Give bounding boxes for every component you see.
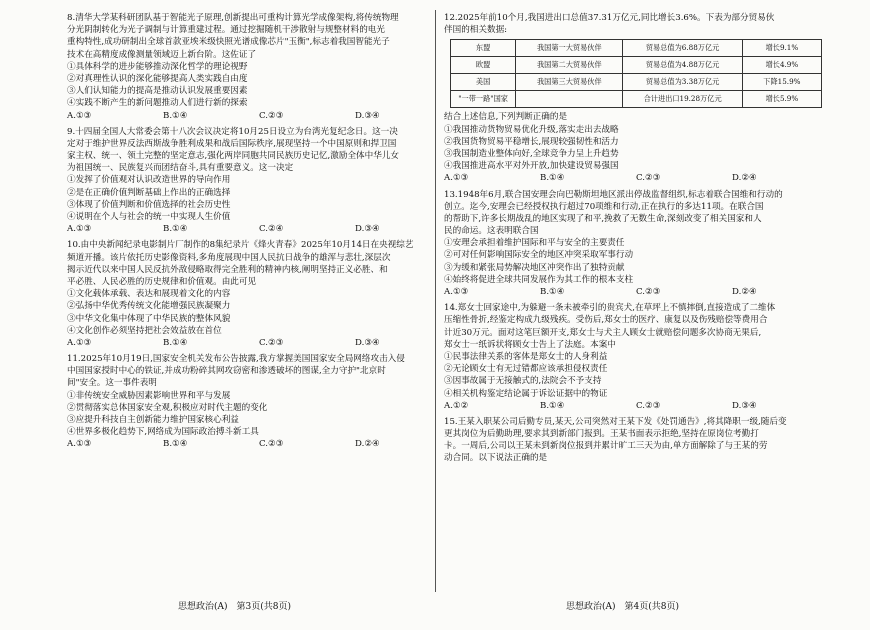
text-line: ④说明在个人与社会的统一中实现人生价值 [67, 212, 231, 222]
table-cell: 贸易总值为4.88万亿元 [623, 57, 742, 74]
option-d: D.③④ [732, 400, 757, 411]
text-line: 8.清华大学某科研团队基于智能光子原理,创新提出可重构计算光学成像架构,将传统物理 [67, 13, 399, 23]
table-cell: 下降15.9% [742, 74, 821, 91]
question-10-options [67, 337, 451, 349]
question-11-options [67, 438, 451, 450]
question-13-text [444, 189, 828, 287]
question-12-intro [444, 12, 828, 36]
table-row [451, 57, 822, 74]
page-footer-right: 思想政治(A) 第4页(共8页) [566, 602, 679, 612]
trade-partner-table [450, 39, 822, 108]
option-d: D.②④ [732, 287, 757, 297]
column-divider [435, 10, 436, 592]
table-cell: "一带一路"国家 [451, 91, 516, 108]
option-c: C.②④ [259, 224, 284, 235]
question-12-text [444, 111, 828, 172]
option-d: D.②④ [355, 439, 380, 450]
text-line: 为祖国统一、民族复兴而团结奋斗,具有重要意义。这一决定 [67, 163, 294, 174]
text-line: 创立。迄今,安理会已经授权执行超过70项维和行动,正在执行的多达11项。在联合国 [444, 201, 764, 212]
text-line: ④相关机构鉴定结论属于诉讼证据中的物证 [444, 388, 608, 399]
table-cell: 我国第三大贸易伙伴 [516, 74, 623, 91]
question-8 [67, 12, 451, 122]
option-d: D.③④ [355, 110, 380, 121]
text-line: 揭示近代以来中国人民反抗外敌侵略取得完全胜利的精神内核,阐明坚持正义必胜、和 [67, 264, 388, 275]
text-line: 12.2025年前10个月,我国进出口总值37.31万亿元,同比增长3.6%。下表为部分贸易伙 [444, 13, 775, 23]
option-b: B.①④ [163, 110, 188, 121]
text-line: ③中华文化集中体现了中华民族的整体风貌 [67, 313, 231, 324]
option-d: D.②④ [732, 173, 757, 184]
text-line: ②对真理性认识的深化能够提高人类实践自由度 [67, 73, 248, 84]
text-line: 更其岗位为后勤助理,要求其到新部门报到。王某书面表示拒绝,坚持在原岗位考勤打 [444, 429, 759, 440]
left-column [67, 12, 451, 451]
text-line: ②无论顾女士有无过错都应该承担侵权责任 [444, 364, 608, 375]
question-13-options [444, 286, 828, 298]
option-c: C.②③ [259, 110, 284, 121]
text-line: ④我国推进高水平对外开放,加快建设贸易强国 [444, 161, 619, 172]
option-b: B.①④ [540, 287, 565, 297]
table-cell: 我国第一大贸易伙伴 [516, 40, 623, 57]
table-cell: 欧盟 [451, 57, 516, 74]
text-line: 的帮助下,许多长期战乱的地区实现了和平,挽救了无数生命,深刻改变了相关国家和人 [444, 213, 762, 224]
text-line: ②弘扬中华优秀传统文化能增强民族凝聚力 [67, 301, 231, 312]
table-row [451, 40, 822, 57]
text-line: ③人们认知能力的提高是推动认识发展重要因素 [67, 86, 248, 97]
question-8-text [67, 12, 451, 110]
text-line: ②我国货物贸易平稳增长,展现较强韧性和活力 [444, 136, 619, 147]
text-line: ③我国制造业整体向好,全球竞争力呈上升趋势 [444, 148, 619, 159]
text-line: ④世界多极化趋势下,网络成为国际政治搏斗新工具 [67, 427, 259, 438]
text-line: ①安理会承担着维护国际和平与安全的主要责任 [444, 238, 625, 249]
question-9 [67, 126, 451, 236]
text-line: 卡。一周后,公司以王某未到新岗位报到并累计旷工三天为由,单方面解除了与王某的劳 [444, 441, 768, 452]
question-14-options [444, 400, 828, 412]
text-line: 结合上述信息,下列判断正确的是 [444, 112, 568, 123]
option-a: A.①③ [444, 287, 469, 297]
option-b: B.①④ [163, 337, 188, 348]
text-line: 郑女士一纸诉状将顾女士告上了法庭。本案中 [444, 339, 616, 350]
option-a: A.①③ [67, 337, 92, 348]
text-line: 间"安全。这一事件表明 [67, 378, 157, 389]
text-line: ④文化创作必须坚持把社会效益放在首位 [67, 325, 222, 336]
option-a: A.①③ [67, 110, 92, 121]
table-cell: 增长9.1% [742, 40, 821, 57]
table-cell: 合计进出口19.28万亿元 [623, 91, 742, 108]
text-line: ③因事故属于无接触式的,法院会不予支持 [444, 376, 602, 387]
text-line: ①发挥了价值观对认识改造世界的导向作用 [67, 175, 231, 186]
question-14 [444, 302, 828, 412]
text-line: ②可对任何影响国际安全的地区冲突采取军事行动 [444, 250, 634, 261]
option-a: A.①③ [67, 439, 92, 450]
text-line: 重构特性,成功研制出全球首款亚埃米级快照光谱成像芯片"玉衡",标志着我国智能光子 [67, 37, 390, 48]
option-d: D.③④ [355, 337, 380, 348]
question-13 [444, 189, 828, 299]
table-cell: 增长4.9% [742, 57, 821, 74]
option-c: C.②③ [259, 337, 284, 348]
table-cell: 增长5.9% [742, 91, 821, 108]
question-9-options [67, 223, 451, 235]
text-line: ①具体科学的进步能够推动深化哲学的理论视野 [67, 61, 248, 72]
option-b: B.①④ [163, 224, 188, 235]
option-c: C.②③ [636, 400, 661, 411]
table-cell: 贸易总值为6.88万亿元 [623, 40, 742, 57]
text-line: ①文化载体承载、表达和展现着文化的内容 [67, 289, 231, 300]
text-line: ④始终将促进全球共同发展作为其工作的根本支柱 [444, 274, 634, 285]
text-line: 计近30万元。面对这笔巨额开支,郑女士与犬主人顾女士就赔偿问题多次协商无果后, [444, 327, 762, 338]
text-line: ①民事法律关系的客体是郑女士的人身利益 [444, 351, 608, 362]
option-b: B.①④ [540, 173, 565, 184]
text-line: 13.1948年6月,联合国安理会向巴勒斯坦地区派出停战监督组织,标志着联合国维和行动的 [444, 189, 783, 200]
text-line: 压缩性骨折,经鉴定构成九级残疾。受伤后,郑女士的医疗、康复以及伤残赔偿等费用合 [444, 315, 768, 326]
option-b: B.①④ [540, 400, 565, 411]
text-line: ④实践不断产生的新问题推动人们进行新的探索 [67, 98, 248, 109]
text-line: 中国国家授时中心的铁证,并成功粉碎其网攻窃密和渗透破坏的图谋,全力守护"北京时 [67, 366, 386, 377]
question-9-text [67, 126, 451, 224]
text-line: ③应提升科技自主创新能力维护国家核心利益 [67, 415, 239, 425]
table-cell [516, 91, 623, 108]
text-line: 定对于维护世界反法西斯战争胜利成果和战后国际秩序,展现坚持一个中国原则和捍卫国 [67, 138, 397, 149]
question-10-text [67, 239, 451, 337]
option-d: D.③④ [355, 224, 380, 235]
question-8-options [67, 110, 451, 122]
text-line: ③体现了价值判断和价值选择的社会历史性 [67, 199, 231, 210]
table-cell: 东盟 [451, 40, 516, 57]
text-line: 频道开播。该片依托历史影像资料,多角度展现中国人民抗日战争的雄浑与悲壮,深层次 [67, 252, 391, 263]
option-b: B.①④ [163, 439, 188, 450]
text-line: ①我国推动货物贸易优化升级,落实走出去战略 [444, 124, 619, 135]
question-15 [444, 416, 828, 465]
text-line: 9.十四届全国人大常委会第十八次会议决定将10月25日设立为台湾光复纪念日。这一决 [67, 126, 398, 137]
option-a: A.①③ [67, 224, 92, 235]
text-line: ①非传统安全威胁因素影响世界和平与发展 [67, 390, 231, 401]
question-12 [444, 12, 828, 185]
option-c: C.②③ [636, 287, 661, 297]
text-line: 10.由中央新闻纪录电影制片厂制作的8集纪录片《烽火青春》2025年10月14日在央视综艺 [67, 240, 414, 251]
table-cell: 我国第二大贸易伙伴 [516, 57, 623, 74]
option-c: C.②③ [259, 439, 284, 450]
option-c: C.②③ [636, 173, 661, 184]
table-row [451, 74, 822, 91]
question-12-options [444, 172, 828, 184]
text-line: 平必胜、人民必胜的历史规律和价值观。由此可见 [67, 276, 257, 287]
text-line: 技术在高精度成像测量领域迈上新台阶。这佐证了 [67, 49, 257, 60]
text-line: ②是在正确价值判断基础上作出的正确选择 [67, 187, 231, 198]
table-cell: 美国 [451, 74, 516, 91]
text-line: 动合同。以下说法正确的是 [444, 453, 548, 464]
question-15-text [444, 416, 828, 465]
text-line: 民的命运。这表明联合国 [444, 226, 539, 237]
right-column [444, 12, 828, 465]
text-line: 11.2025年10月19日,国家安全机关发布公告披露,我方掌握美国国家安全局网络攻击入侵 [67, 354, 405, 365]
text-line: 15.王某入职某公司后勤专员,某天,公司突然对王某下发《处罚通告》,将其降职一级,随后变 [444, 416, 787, 427]
text-line: 家主权、统一、领土完整的坚定意志,强化两岸同胞共同民族历史记忆,激励全体中华儿女 [67, 151, 400, 162]
question-10 [67, 239, 451, 349]
text-line: ②贯彻落实总体国家安全观,积极应对时代主题的变化 [67, 402, 268, 413]
text-line: 分光阴制转化为光子调制与计算重建过程。通过挖掘随机干涉散射与规整材料的电光 [67, 25, 385, 36]
table-row [451, 91, 822, 108]
page-footer-left: 思想政治(A) 第3页(共8页) [178, 602, 291, 612]
question-14-text [444, 302, 828, 400]
text-line: 伴国的相关数据: [444, 25, 508, 36]
table-cell: 贸易总值为3.38万亿元 [623, 74, 742, 91]
question-11-text [67, 353, 451, 438]
question-11 [67, 353, 451, 451]
text-line: 14.郑女士回家途中,为躲避一条未被牵引的贵宾犬,在草坪上不慎摔倒,直接造成了二维体 [444, 303, 776, 314]
option-a: A.①② [444, 400, 469, 411]
text-line: ③为缓和紧张局势解决地区冲突作出了独特贡献 [444, 262, 625, 273]
option-a: A.①③ [444, 173, 469, 184]
